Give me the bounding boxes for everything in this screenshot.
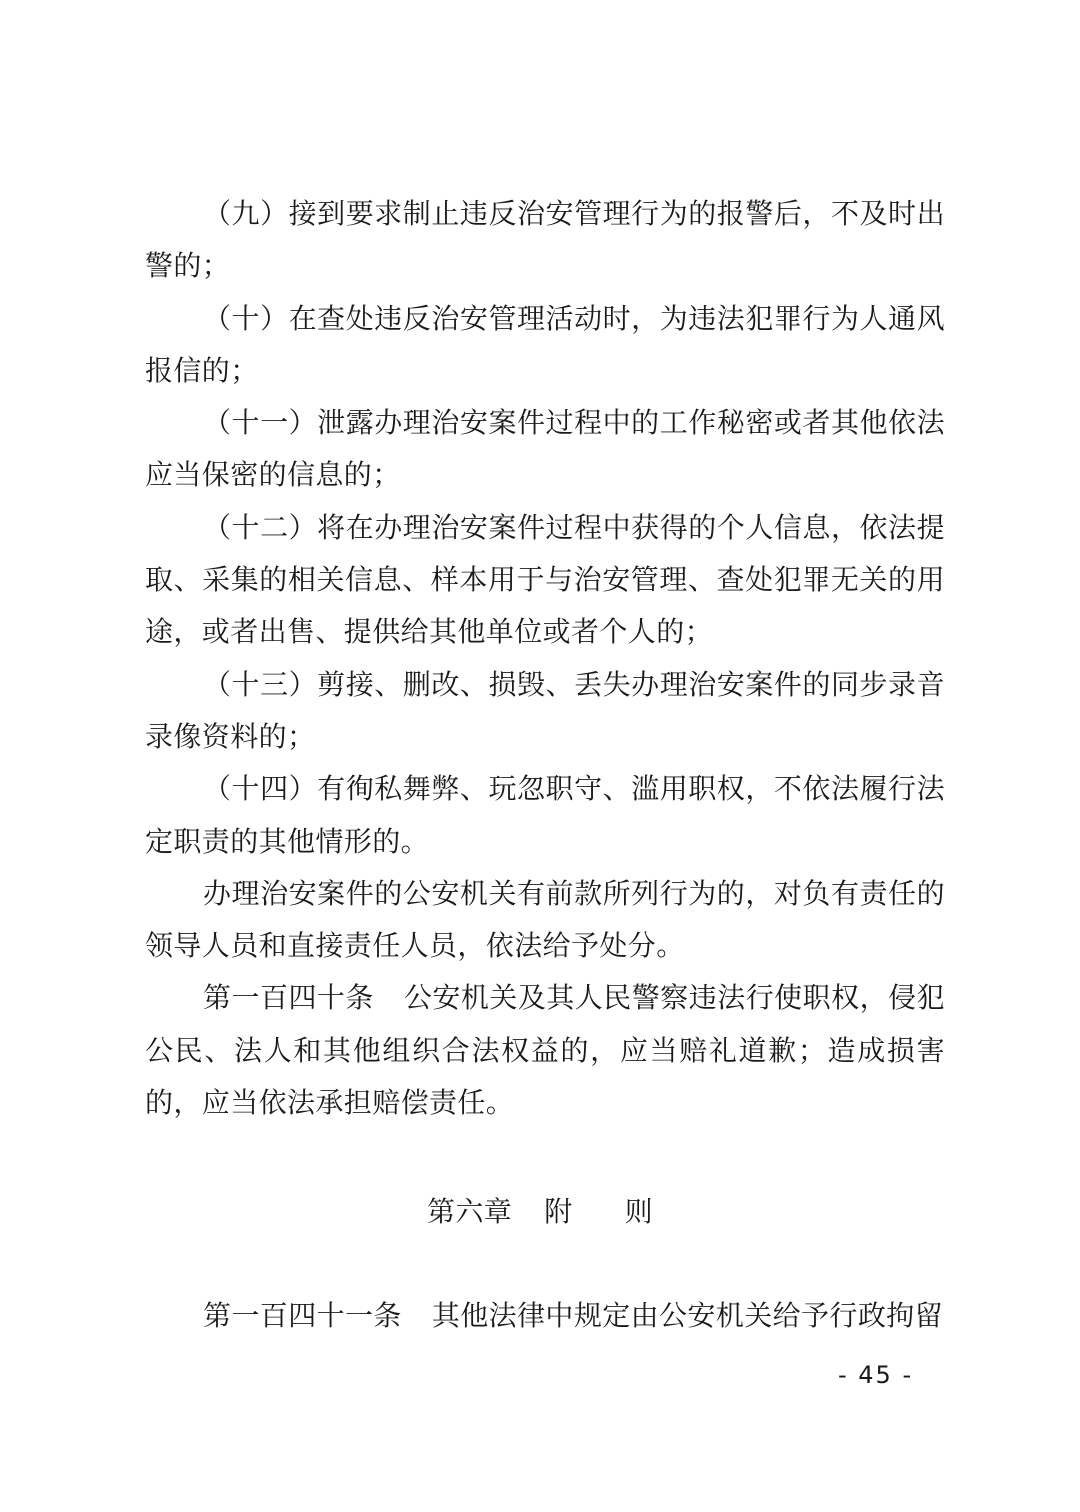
chapter-number: 第六章	[426, 1195, 513, 1228]
paragraph-item-12: （十二）将在办理治安案件过程中获得的个人信息，依法提取、采集的相关信息、样本用于与治安管理、查处犯罪无关的用途，或者出售、提供给其他单位或者个人的；	[145, 510, 945, 649]
chapter-title-part-1: 附	[544, 1195, 573, 1228]
article-141	[145, 1290, 945, 1342]
paragraph-item-14: （十四）有徇私舞弊、玩忽职守、滥用职权，不依法履行法定职责的其他情形的。	[145, 772, 945, 858]
body-text	[145, 188, 945, 1129]
paragraph-item-9: （九）接到要求制止违反治安管理行为的报警后，不及时出警的；	[145, 197, 945, 283]
article-140	[145, 972, 945, 1129]
article-141-text: 其他法律中规定由公安机关给予行政拘留	[431, 1299, 944, 1332]
article-141-number: 第一百四十一条	[203, 1299, 402, 1332]
chapter-title-part-2: 则	[624, 1195, 653, 1228]
paragraph-item-13: （十三）剪接、删改、损毁、丢失办理治安案件的同步录音录像资料的；	[145, 667, 945, 753]
paragraph-liability: 办理治安案件的公安机关有前款所列行为的，对负有责任的领导人员和直接责任人员，依法给予处分。	[145, 876, 945, 963]
paragraph-item-10: （十）在查处违反治安管理活动时，为违法犯罪行为人通风报信的；	[145, 301, 945, 387]
page-number: - 45 -	[838, 1361, 914, 1389]
article-141-block	[145, 1290, 945, 1342]
chapter-heading	[0, 1186, 1080, 1238]
paragraph-item-11: （十一）泄露办理治安案件过程中的工作秘密或者其他依法应当保密的信息的；	[145, 406, 945, 492]
article-140-text: 公安机关及其人民警察违法行使职权，侵犯公民、法人和其他组织合法权益的，应当赔礼道歉；造成损害的，应当依法承担赔偿责任。	[145, 981, 945, 1120]
article-140-number: 第一百四十条	[203, 981, 374, 1015]
